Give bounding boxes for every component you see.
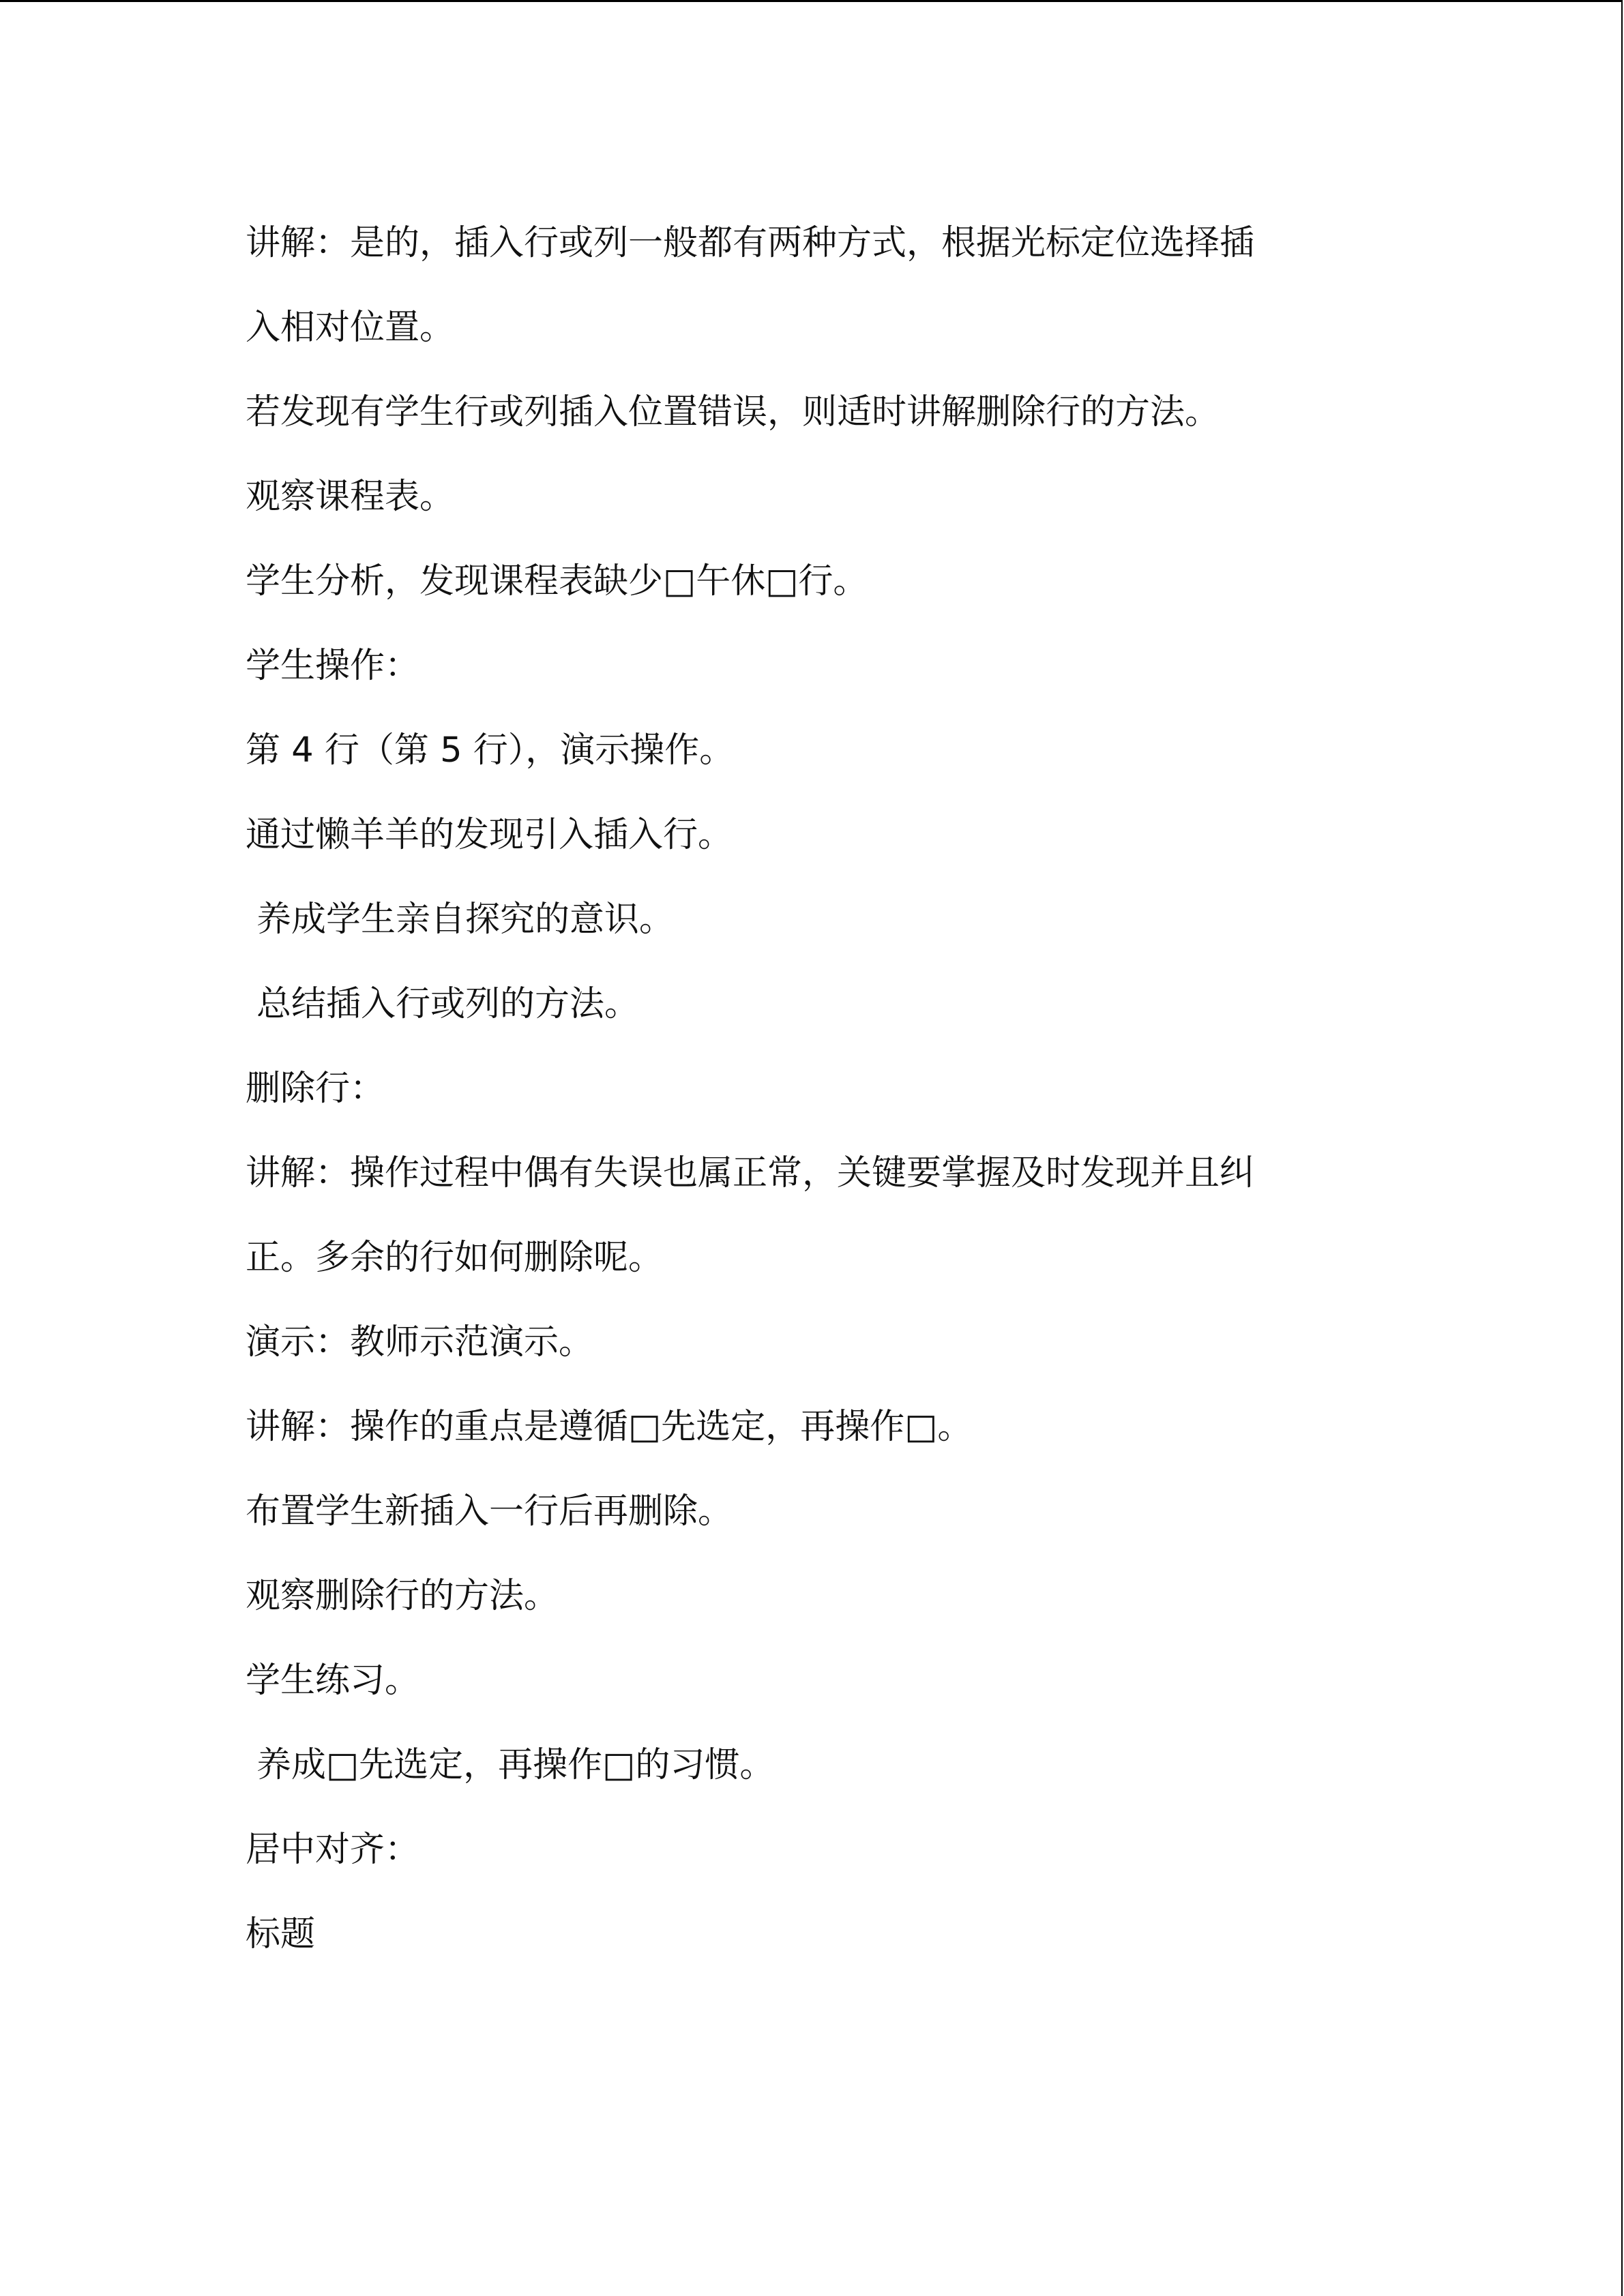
- paragraph-line: 观察删除行的方法。: [246, 1576, 559, 1616]
- paragraph-line: 通过懒羊羊的发现引入插入行。: [246, 815, 733, 855]
- paragraph-line: 学生练习。: [246, 1660, 420, 1701]
- paragraph-line: 标题: [246, 1914, 316, 1954]
- paragraph-line: 总结插入行或列的方法。: [256, 984, 640, 1024]
- paragraph-line: 学生分析，发现课程表缺少□午休□行。: [246, 561, 868, 601]
- paragraph-line: 演示：教师示范演示。: [246, 1322, 594, 1362]
- section-heading: 删除行：: [246, 1069, 385, 1109]
- paragraph-line: 讲解：操作的重点是遵循□先选定，再操作□。: [246, 1407, 973, 1447]
- section-heading: 居中对齐：: [246, 1830, 420, 1870]
- paragraph-line: 学生操作：: [246, 646, 420, 686]
- paragraph-line: 第 4 行（第 5 行），演示操作。: [246, 730, 735, 771]
- paragraph-line: 入相对位置。: [246, 308, 455, 348]
- paragraph-line: 观察课程表。: [246, 477, 455, 517]
- paragraph-line: 布置学生新插入一行后再删除。: [246, 1491, 733, 1532]
- paragraph-line: 讲解：操作过程中偶有失误也属正常，关键要掌握及时发现并且纠: [246, 1153, 1255, 1193]
- paragraph-line: 讲解：是的，插入行或列一般都有两种方式，根据光标定位选择插: [246, 223, 1255, 263]
- paragraph-line: 若发现有学生行或列插入位置错误，则适时讲解删除行的方法。: [246, 392, 1220, 432]
- document-body: [246, 208, 1405, 1984]
- paragraph-line: 正。多余的行如何删除呢。: [246, 1238, 664, 1278]
- paragraph-line: 养成□先选定，再操作□的习惯。: [256, 1745, 775, 1785]
- paragraph-line: 养成学生亲自探究的意识。: [256, 899, 675, 940]
